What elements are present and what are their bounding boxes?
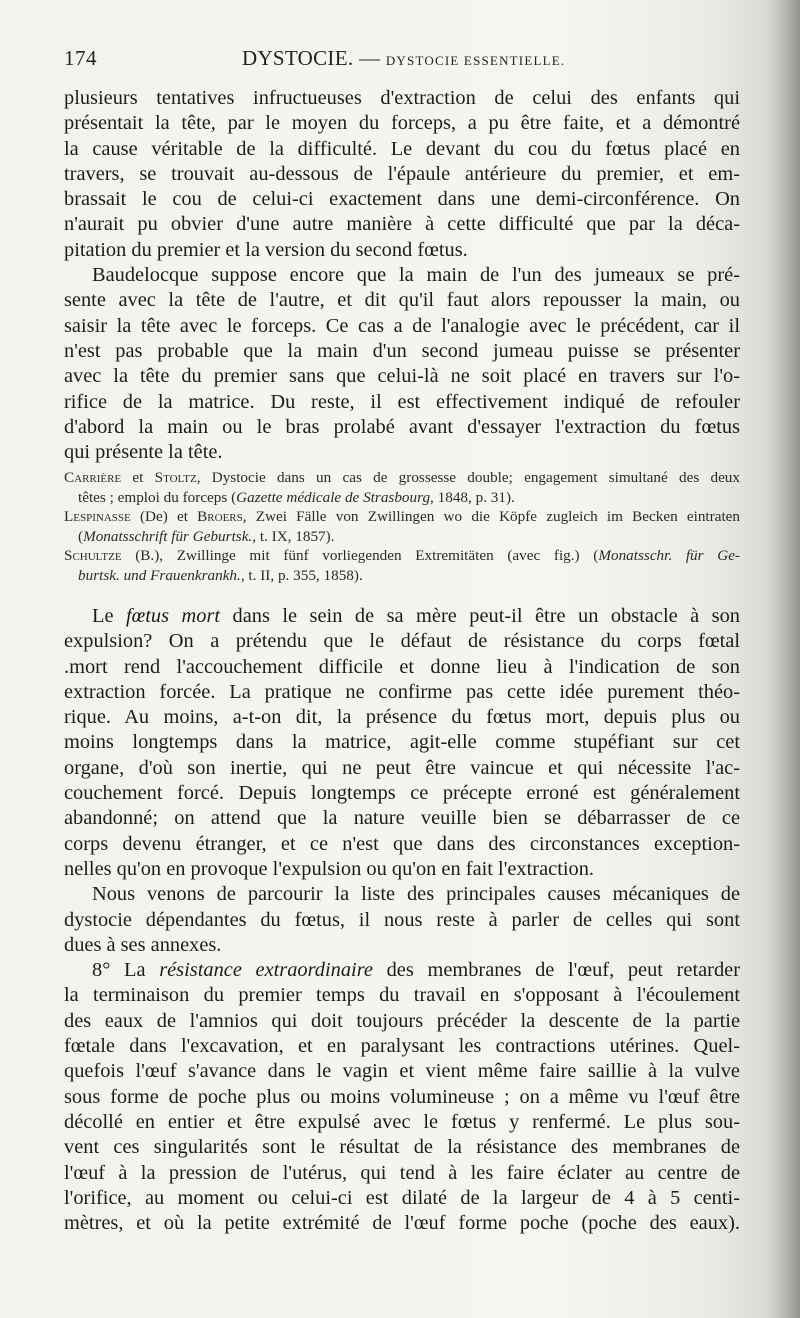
text-line: vent ces singularités sont le résultat de la résistance des membranes de <box>64 1136 740 1159</box>
text-line: n'est pas probable que la main d'un second jumeau puisse se présenter <box>64 339 740 362</box>
ref-text: , t. II, p. 355, 1858). <box>240 566 363 584</box>
ref-author: Stoltz <box>154 469 197 486</box>
ref-journal: Monatsschrift für Geburtsk. <box>83 527 253 545</box>
text-line: présentait la tête, par le moyen du forceps, a pu être faite, et a démontré <box>64 112 740 135</box>
text-line: dues à ses annexes. <box>64 933 222 956</box>
ref-text: , 1848, p. 31). <box>430 488 515 506</box>
text-line: d'abord la main ou le bras prolabé avant d'essayer l'extraction du fœtus <box>64 415 740 438</box>
ref-text: (De) et <box>130 508 198 526</box>
section-title: DYSTOCIE ESSENTIELLE. <box>385 53 566 68</box>
text-line: brassait le cou de celui-ci exactement dans une demi-circonférence. On <box>64 188 740 211</box>
text-line: l'œuf à la pression de l'utérus, qui tend à les faire éclater au centre de <box>64 1161 740 1184</box>
title-dash: — <box>358 46 381 70</box>
text-line: des eaux de l'amnios qui doit toujours précéder la descente de la partie <box>64 1009 740 1032</box>
text-line: saisir la tête avec le forceps. Ce cas a de l'analogie avec le précédent, car il <box>64 314 740 337</box>
text-line: n'aurait pu obvier d'une autre manière à cette difficulté que par la déca- <box>64 213 740 236</box>
text-line: pitation du premier et la version du second fœtus. <box>64 238 468 261</box>
text-line: sous forme de poche plus ou moins volumineuse ; on a même vu l'œuf être <box>64 1085 740 1108</box>
text-line: qui présente la tête. <box>64 441 223 464</box>
running-title <box>242 46 565 71</box>
page-gutter-shadow <box>766 0 800 1318</box>
ref-text: , t. IX, 1857). <box>252 527 335 545</box>
ref-text: têtes ; emploi du forceps ( <box>78 488 237 506</box>
reference-line <box>64 566 740 586</box>
ref-text: ( <box>78 527 84 545</box>
text-line: extraction forcée. La pratique ne confirme pas cette idée purement théo- <box>64 680 740 703</box>
italic-term: fœtus mort <box>125 605 221 627</box>
ref-journal: burtsk. und Frauenkrankh. <box>78 566 241 584</box>
text-line: Baudelocque suppose encore que la main de l'un des jumeaux se pré- <box>92 264 740 287</box>
text-line <box>64 958 740 983</box>
text-line: travers, se trouvait au-dessous de l'épaule antérieure du premier, et em- <box>64 162 740 185</box>
text-line: rifice de la matrice. Du reste, il est effectivement indiqué de refouler <box>64 390 740 413</box>
reference-line <box>64 488 740 508</box>
ref-text: , Zwei Fälle von Zwillingen wo die Köpfe zugleich im Becken eintraten <box>242 508 740 526</box>
bibliography <box>64 468 740 586</box>
ref-author: Schultze <box>64 547 122 565</box>
italic-term: résistance extraordinaire <box>159 959 373 982</box>
ref-author: Lespinasse <box>64 508 131 526</box>
page-number: 174 <box>64 46 97 70</box>
text-line: avec la tête du premier sans que celui-là ne soit placé en travers sur l'o- <box>64 365 740 388</box>
text-line: sente avec la tête de l'autre, et dit qu'il faut alors repousser la main, ou <box>64 289 740 312</box>
ref-text: , Dystocie dans un cas de grossesse double; engagement simultané des deux <box>196 469 740 486</box>
text-line: mètres, et où la petite extrémité de l'œuf forme poche (poche des eaux). <box>64 1212 740 1235</box>
text-line: quefois l'œuf s'avance dans le vagin et vient même faire saillie à la vulve <box>64 1060 740 1083</box>
text-line: fœtale dans l'excavation, et en paralysant les contractions utérines. Quel- <box>64 1035 740 1058</box>
text-line: .mort rend l'accouchement difficile et donne lieu à l'indication de son <box>64 655 740 678</box>
reference-line <box>64 507 740 527</box>
text-line: organe, d'où son inertie, qui ne peut être vaincue et qui nécessite l'ac- <box>64 756 740 779</box>
text-block-bottom <box>64 604 740 1236</box>
reference-line <box>64 546 740 566</box>
text-run: des membranes de l'œuf, peut retarder <box>372 959 740 982</box>
ref-author: Broers <box>197 508 243 526</box>
ref-journal: Gazette médicale de Strasbourg <box>236 488 431 506</box>
text-line: abandonné; on attend que la nature veuille bien se débarrasser de ce <box>64 807 740 830</box>
text-line: rique. Au moins, a-t-on dit, la présence du fœtus mort, depuis plus ou <box>64 706 740 729</box>
text-line: corps devenu étranger, et ce n'est que dans des circonstances exception- <box>64 832 740 855</box>
text-line: dystocie dépendantes du fœtus, il nous reste à parler de celles qui sont <box>64 908 740 931</box>
ref-text: (B.), Zwillinge mit fünf vorliegenden Extremitäten (avec fig.) ( <box>121 547 599 565</box>
text-line: la cause véritable de la difficulté. Le devant du cou du fœtus placé en <box>64 137 740 160</box>
text-line <box>64 604 740 629</box>
text-line: décollé en entier et être expulsé avec le fœtus y renfermé. Le plus sou- <box>64 1110 740 1133</box>
ref-journal: Monatsschr. für Ge- <box>598 547 740 565</box>
text-line: moins longtemps dans la matrice, agit-elle comme stupéfiant sur cet <box>64 731 740 754</box>
running-header <box>64 46 740 76</box>
text-line: nelles qu'on en provoque l'expulsion ou qu'on en fait l'extraction. <box>64 857 595 880</box>
text-line: couchement forcé. Depuis longtemps ce précepte erroné est généralement <box>64 782 740 805</box>
ref-author: Carrière <box>64 469 122 486</box>
text-run: 8° La <box>92 959 160 982</box>
text-line: la terminaison du premier temps du travail en s'opposant à l'écoulement <box>64 984 740 1007</box>
reference-line <box>64 527 740 547</box>
text-line: expulsion? On a prétendu que le défaut de résistance du corps fœtal <box>64 630 740 653</box>
text-run: Le <box>92 605 126 627</box>
reference-line <box>64 468 740 488</box>
text-line: l'orifice, au moment ou celui-ci est dilaté de la largeur de 4 à 5 centi- <box>64 1186 740 1209</box>
text-block-top <box>64 86 740 465</box>
text-run: dans le sein de sa mère peut-il être un obstacle à son <box>220 605 740 627</box>
ref-text: et <box>121 469 155 486</box>
text-line: plusieurs tentatives infructueuses d'extraction de celui des enfants qui <box>64 87 740 109</box>
text-line: Nous venons de parcourir la liste des principales causes mécaniques de <box>92 883 740 906</box>
chapter-title: DYSTOCIE. <box>242 46 354 70</box>
